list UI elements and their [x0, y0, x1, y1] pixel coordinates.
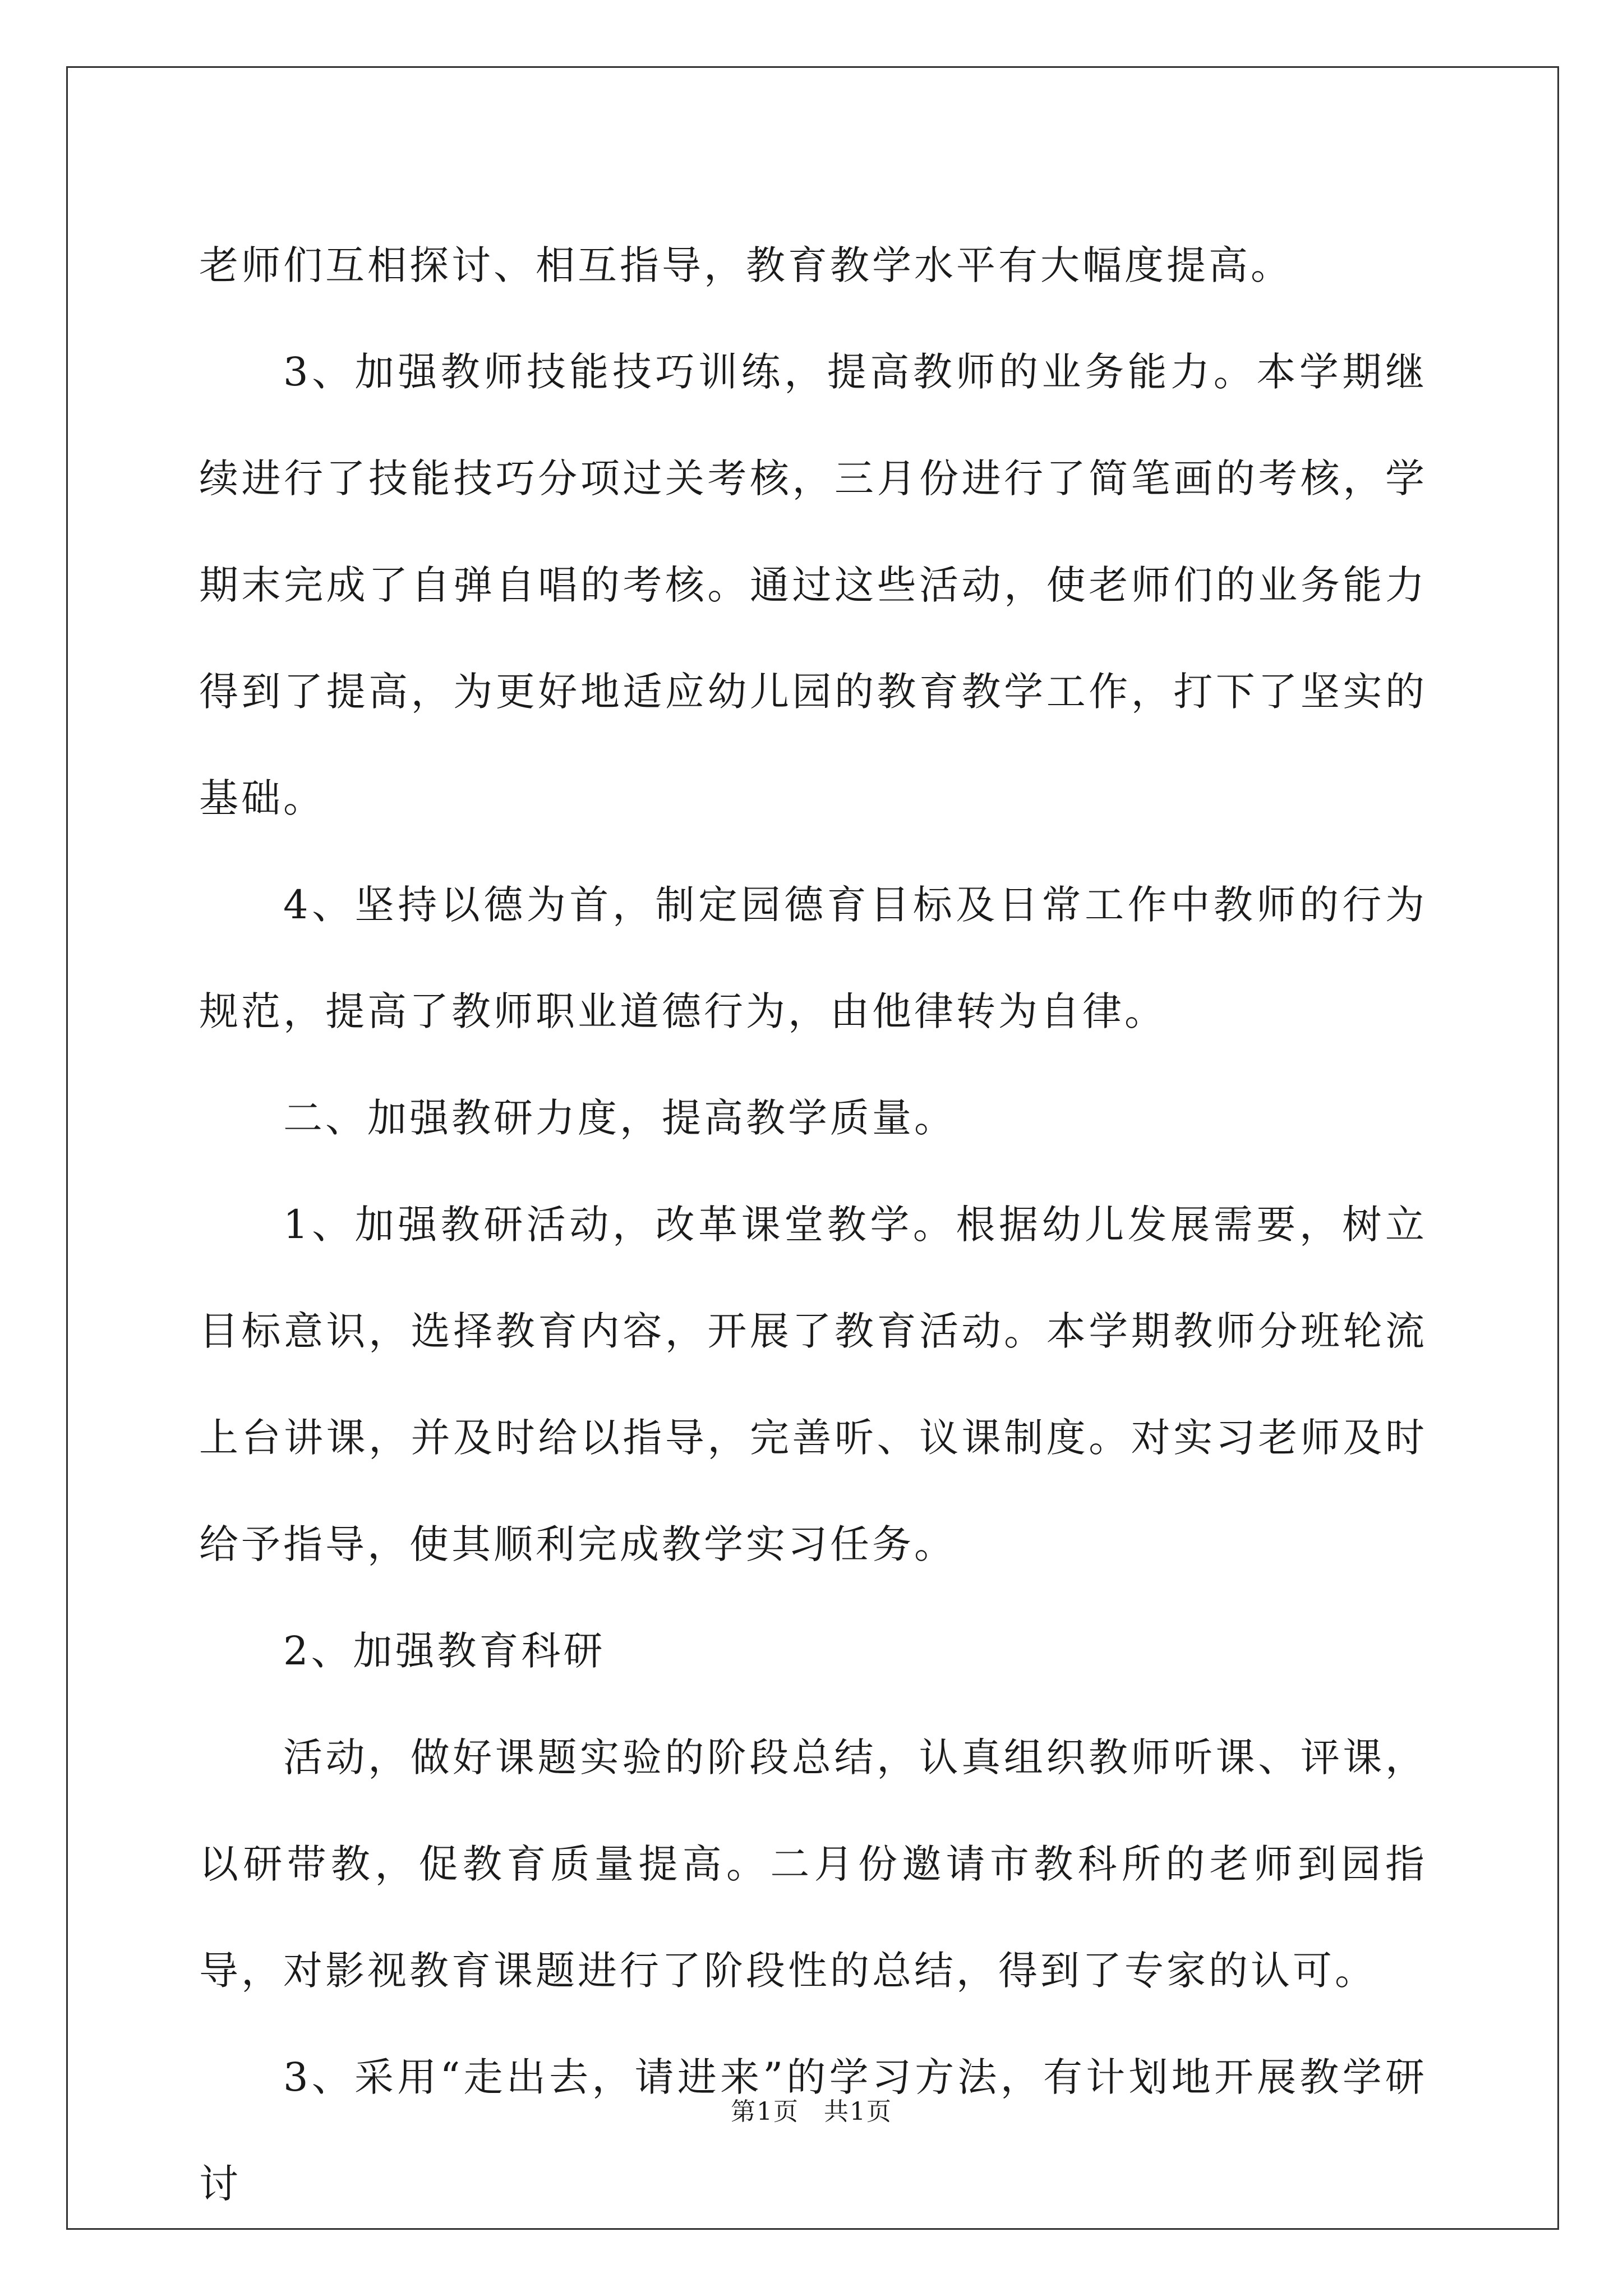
document-body [199, 212, 1427, 2237]
paragraph-1: 老师们互相探讨、相互指导，教育教学水平有大幅度提高。 [199, 242, 1293, 288]
section-heading: 二、加强教研力度，提高教学质量。 [283, 1095, 956, 1141]
paragraph-3: 4、坚持以德为首，制定园德育目标及日常工作中教师的行为规范，提高了教师职业道德行为，由他律转为自律。 [199, 882, 1427, 1034]
paragraph-4: 1、加强教研活动，改革课堂教学。根据幼儿发展需要，树立目标意识，选择教育内容，开展了教育活动。本学期教师分班轮流上台讲课，并及时给以指导，完善听、议课制度。对实习老师及时给予指导，使其顺利完成教学实习任务。 [199, 1202, 1427, 1567]
paragraph-5: 2、加强教育科研 [283, 1628, 606, 1674]
paragraph-2: 3、加强教师技能技巧训练，提高教师的业务能力。本学期继续进行了技能技巧分项过关考核，三月份进行了简笔画的考核，学期末完成了自弹自唱的考核。通过这些活动，使老师们的业务能力得到了提高，为更好地适应幼儿园的教育教学工作，打下了坚实的基础。 [199, 349, 1427, 821]
page-number-current: 第1页 [731, 2097, 799, 2126]
paragraph-6: 活动，做好课题实验的阶段总结，认真组织教师听课、评课，以研带教，促教育质量提高。二月份邀请市教科所的老师到园指导，对影视教育课题进行了阶段性的总结，得到了专家的认可。 [199, 1734, 1427, 1994]
page-footer [0, 2091, 1623, 2127]
page-number-total: 共1页 [824, 2097, 892, 2126]
paragraph-7: 3、采用“走出去，请进来”的学习方法，有计划地开展教学研讨 [199, 2054, 1427, 2207]
